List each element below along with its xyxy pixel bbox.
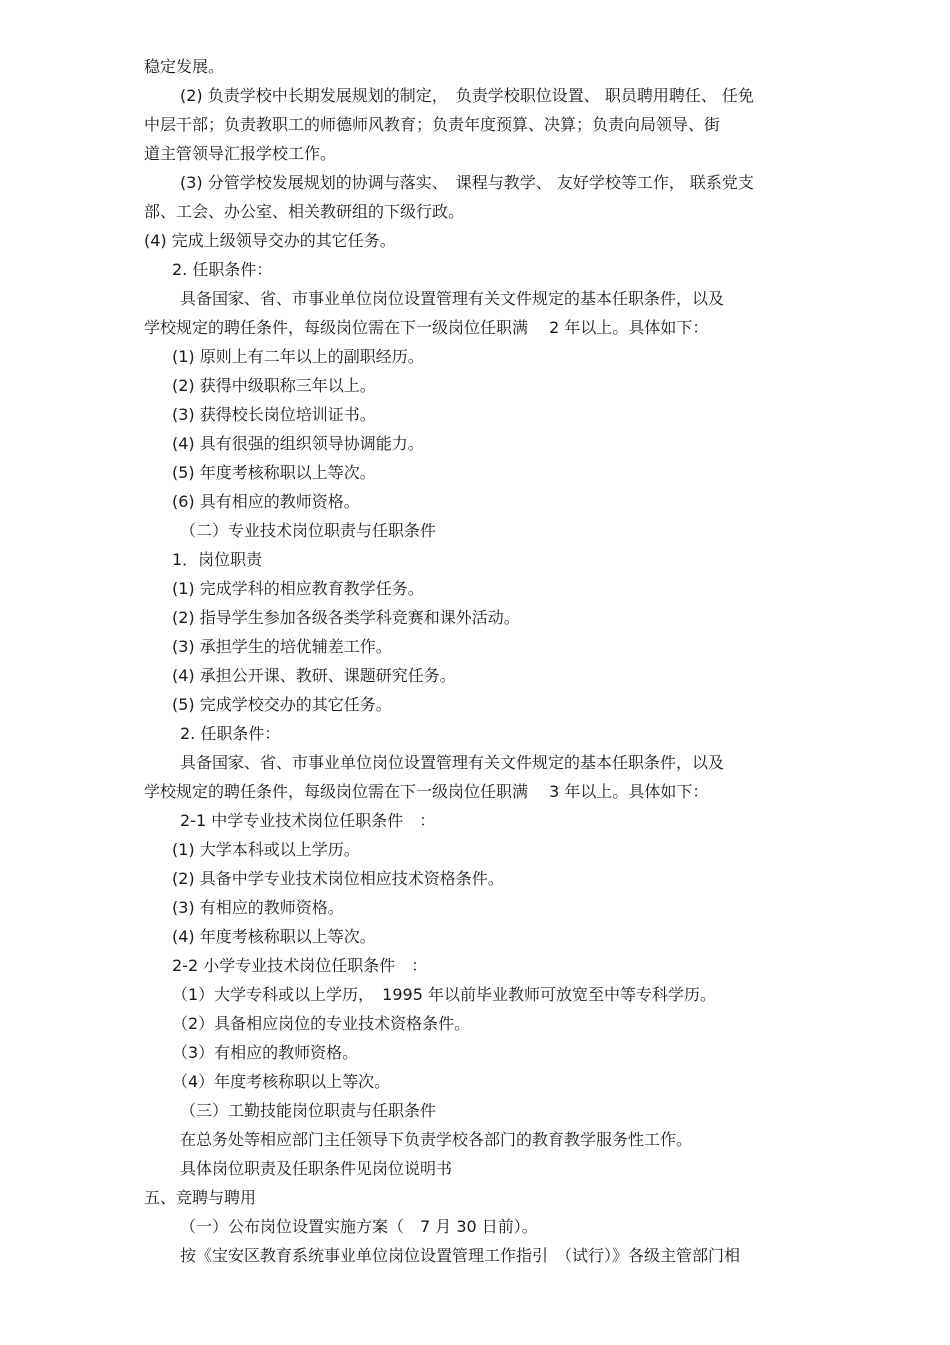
- section-heading: 五、竞聘与聘用: [144, 1188, 257, 1207]
- text-line: (3) 承担学生的培优辅差工作。: [172, 637, 392, 656]
- section-heading: （二）专业技术岗位职责与任职条件: [180, 521, 437, 540]
- text-line: （4）年度考核称职以上等次。: [172, 1072, 391, 1091]
- text-line: （1）大学专科或以上学历， 1995 年以前毕业教师可放宽至中等专科学历。: [172, 985, 716, 1004]
- text-line: 学校规定的聘任条件，每级岗位需在下一级岗位任职满 3 年以上。具体如下：: [144, 782, 709, 801]
- text-line: (1) 大学本科或以上学历。: [172, 840, 360, 859]
- text-line: (6) 具有相应的教师资格。: [172, 492, 360, 511]
- text-line: 道主管领导汇报学校工作。: [144, 144, 337, 163]
- text-line: 2. 任职条件：: [172, 260, 273, 279]
- text-line: 中层干部；负责教职工的师德师风教育；负责年度预算、决算；负责向局领导、街: [144, 115, 721, 134]
- text-line: (3) 分管学校发展规划的协调与落实、 课程与教学、 友好学校等工作， 联系党支: [180, 173, 754, 192]
- text-line: （2）具备相应岗位的专业技术资格条件。: [172, 1014, 471, 1033]
- text-line: (4) 年度考核称职以上等次。: [172, 927, 376, 946]
- text-line: 学校规定的聘任条件，每级岗位需在下一级岗位任职满 2 年以上。具体如下：: [144, 318, 709, 337]
- text-line: 在总务处等相应部门主任领导下负责学校各部门的教育教学服务性工作。: [180, 1130, 693, 1149]
- text-line: (5) 年度考核称职以上等次。: [172, 463, 376, 482]
- text-line: (5) 完成学校交办的其它任务。: [172, 695, 392, 714]
- text-line: 具备国家、省、市事业单位岗位设置管理有关文件规定的基本任职条件，以及: [180, 753, 725, 772]
- text-line: (3) 获得校长岗位培训证书。: [172, 405, 376, 424]
- text-line: (1) 完成学科的相应教育教学任务。: [172, 579, 424, 598]
- text-line: (4) 具有很强的组织领导协调能力。: [172, 434, 424, 453]
- text-line: (2) 获得中级职称三年以上。: [172, 376, 376, 395]
- text-line: (4) 承担公开课、教研、课题研究任务。: [172, 666, 456, 685]
- text-line: (2) 指导学生参加各级各类学科竞赛和课外活动。: [172, 608, 520, 627]
- text-line: 1．岗位职责: [172, 550, 263, 569]
- section-heading: （三）工勤技能岗位职责与任职条件: [180, 1101, 437, 1120]
- text-line: (2) 负责学校中长期发展规划的制定， 负责学校职位设置、 职员聘用聘任、 任免: [180, 86, 754, 105]
- text-line: (3) 有相应的教师资格。: [172, 898, 344, 917]
- text-line: (4) 完成上级领导交办的其它任务。: [144, 231, 396, 250]
- text-line: （一）公布岗位设置实施方案（ 7 月 30 日前）。: [180, 1217, 538, 1236]
- text-line: 具体岗位职责及任职条件见岗位说明书: [180, 1159, 453, 1178]
- text-line: （3）有相应的教师资格。: [172, 1043, 359, 1062]
- text-line: (1) 原则上有二年以上的副职经历。: [172, 347, 424, 366]
- text-line: 按《宝安区教育系统事业单位岗位设置管理工作指引 （试行）》各级主管部门相: [180, 1246, 741, 1265]
- text-line: (2) 具备中学专业技术岗位相应技术资格条件。: [172, 869, 504, 888]
- text-line: 2. 任职条件：: [180, 724, 281, 743]
- text-line: 具备国家、省、市事业单位岗位设置管理有关文件规定的基本任职条件，以及: [180, 289, 725, 308]
- text-line: 2-2 小学专业技术岗位任职条件 ：: [172, 956, 428, 975]
- text-line: 部、工会、办公室、相关教研组的下级行政。: [144, 202, 465, 221]
- text-line: 2-1 中学专业技术岗位任职条件 ：: [180, 811, 436, 830]
- text-line: 稳定发展。: [144, 57, 225, 76]
